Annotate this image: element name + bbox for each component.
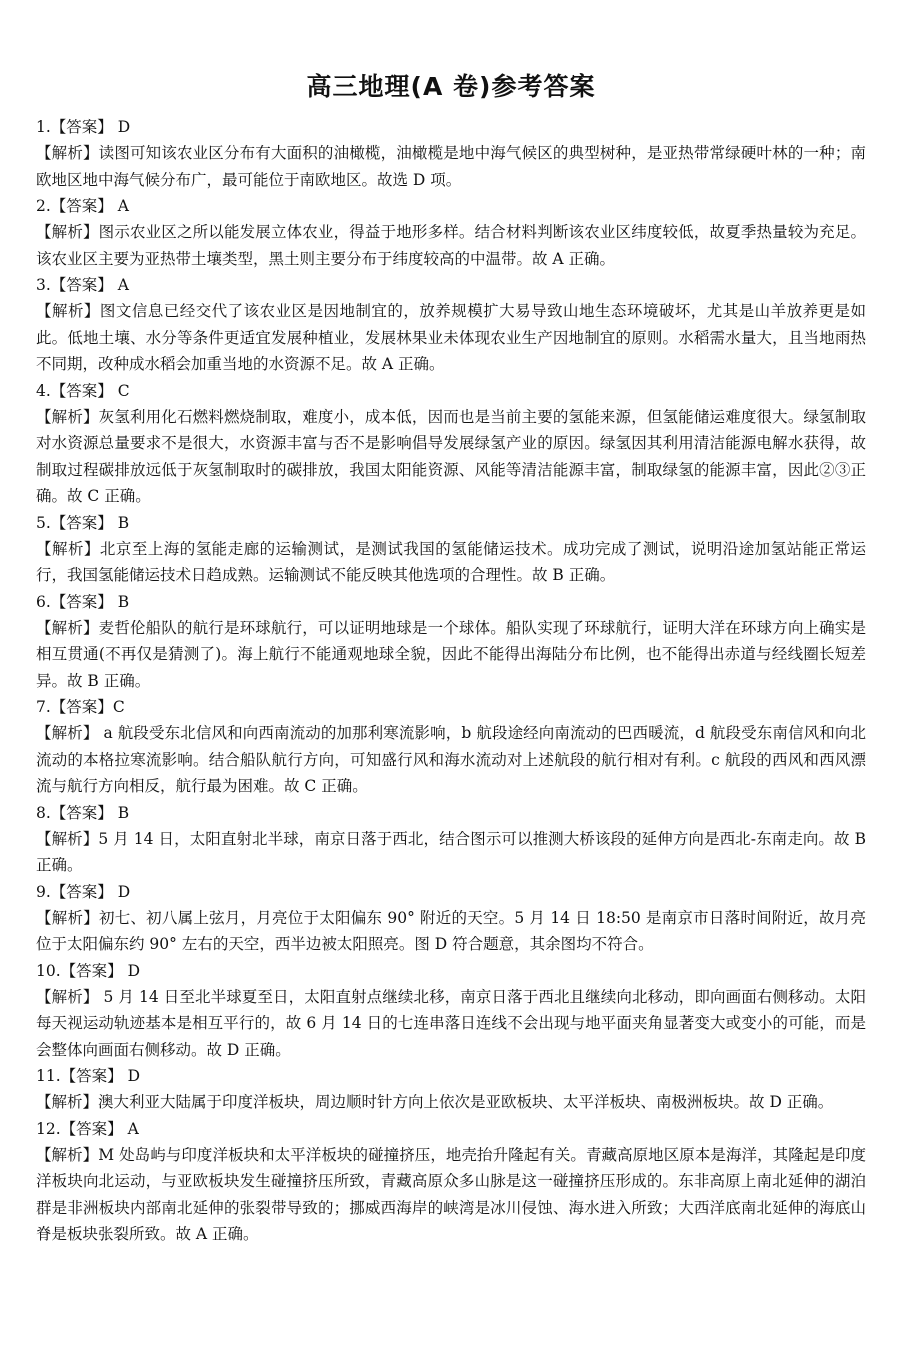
answer-value: D — [112, 118, 131, 136]
answer-label: 【答案】 — [50, 592, 113, 611]
answer-label: 【答案】 — [50, 803, 113, 822]
explanation — [36, 720, 866, 800]
explanation — [36, 140, 866, 193]
answer-value: D — [112, 882, 131, 901]
question-number: 11. — [36, 1067, 61, 1085]
question-item — [36, 510, 866, 589]
answer-label: 【答案】 — [50, 381, 113, 400]
answer-line — [36, 272, 866, 298]
question-number: 4. — [36, 381, 51, 400]
question-item — [36, 378, 866, 510]
answer-value: C — [112, 381, 130, 400]
question-number: 3. — [36, 276, 51, 294]
question-number: 9. — [36, 882, 51, 901]
question-number: 12. — [36, 1119, 61, 1138]
answer-line — [36, 800, 866, 826]
explanation-text: 灰氢利用化石燃料燃烧制取，难度小，成本低，因而也是当前主要的氢能来源，但氢能储运难度很大。绿氢制取对水资源总量要求不是很大，水资源丰富与否不是影响倡导发展绿氢产业的原因。绿氢因其利用清洁能源电解水获得，故制取过程碳排放远低于灰氢制取时的碳排放，我国太阳能资源、风能等清洁能源丰富，制取绿氢的能源丰富，因此②③正确。故 C 正确。 — [36, 407, 866, 505]
explanation — [36, 984, 866, 1064]
question-item — [36, 589, 866, 695]
answer-label: 【答案】 — [50, 882, 113, 901]
explanation-label: 【解析】 — [36, 144, 99, 162]
answer-label: 【答案】 — [50, 197, 113, 215]
question-item — [36, 193, 866, 272]
explanation-label: 【解析】 — [36, 302, 100, 320]
explanation-label: 【解析】 — [36, 618, 99, 637]
explanation-label: 【解析】 — [36, 539, 100, 558]
explanation — [36, 826, 866, 879]
answer-value: A — [122, 1119, 139, 1138]
explanation — [36, 615, 866, 695]
question-list — [36, 114, 866, 1248]
explanation-label: 【解析】 — [36, 987, 99, 1006]
explanation-text: a 航段受东北信风和向西南流动的加那利寒流影响，b 航段途经向南流动的巴西暖流，d 航段受东南信风和向北流动的本格拉寒流影响。结合船队航行方向，可知盛行风和海水流动对上述航段的航行相对有利。c 航段的西风和西风漂流与航行方向相反，航行最为困难。故 C 正确。 — [36, 724, 866, 795]
explanation-text: 麦哲伦船队的航行是环球航行，可以证明地球是一个球体。船队实现了环球航行，证明大洋在环球方向上确实是相互贯通(不再仅是猜测了)。海上航行不能通观地球全貌，因此不能得出海陆分布比例，也不能得出赤道与经线圈长短差异。故 B 正确。 — [36, 618, 866, 690]
explanation-text: 北京至上海的氢能走廊的运输测试，是测试我国的氢能储运技术。成功完成了测试，说明沿途加氢站能正常运行，我国氢能储运技术日趋成熟。运输测试不能反映其他选项的合理性。故 B 正确。 — [36, 539, 866, 584]
answer-label: 【答案】 — [60, 961, 123, 980]
explanation — [36, 536, 866, 589]
explanation — [36, 219, 866, 272]
answer-line — [36, 1063, 866, 1089]
explanation-text: 图文信息已经交代了该农业区是因地制宜的，放养规模扩大易导致山地生态环境破坏，尤其是山羊放养更是如此。低地土壤、水分等条件更适宜发展种植业，发展林果业未体现农业生产因地制宜的原则。水稻需水量大，且当地雨热不同期，改种成水稻会加重当地的水资源不足。故 A 正确。 — [36, 302, 866, 373]
answer-label: 【答案】 — [50, 698, 113, 716]
explanation-label: 【解析】 — [36, 829, 99, 848]
answer-value: D — [122, 1067, 141, 1085]
question-item — [36, 272, 866, 378]
answer-line — [36, 879, 866, 905]
answer-label: 【答案】 — [50, 513, 113, 532]
explanation — [36, 1142, 866, 1248]
explanation-text: 5 月 14 日，太阳直射北半球，南京日落于西北，结合图示可以推测大桥该段的延伸方向是西北-东南走向。故 B 正确。 — [36, 829, 866, 874]
answer-label: 【答案】 — [50, 276, 113, 294]
explanation-label: 【解析】 — [36, 1093, 99, 1111]
page-title: 高三地理(A 卷)参考答案 — [306, 72, 596, 101]
explanation-text: 初七、初八属上弦月，月亮位于太阳偏东 90° 附近的天空。5 月 14 日 18:50 是南京市日落时间附近，故月亮位于太阳偏东约 90° 左右的天空，西半边被太阳照亮。图 D 符合题意，其余图均不符合。 — [36, 908, 866, 953]
answer-value: A — [112, 276, 129, 294]
explanation-label: 【解析】 — [36, 1145, 99, 1164]
question-item — [36, 958, 866, 1064]
question-number: 5. — [36, 513, 51, 532]
explanation-label: 【解析】 — [36, 407, 99, 426]
answer-value: B — [112, 803, 130, 822]
question-number: 10. — [36, 961, 61, 980]
answer-value: B — [112, 592, 130, 611]
question-item — [36, 114, 866, 193]
question-number: 6. — [36, 592, 51, 611]
answer-line — [36, 114, 866, 140]
answer-line — [36, 1116, 866, 1142]
answer-line — [36, 378, 866, 404]
answer-line — [36, 510, 866, 536]
question-number: 7. — [36, 698, 51, 716]
explanation-label: 【解析】 — [36, 724, 99, 742]
question-item — [36, 694, 866, 800]
explanation-text: 读图可知该农业区分布有大面积的油橄榄，油橄榄是地中海气候区的典型树种，是亚热带常绿硬叶林的一种；南欧地区地中海气候分布广，最可能位于南欧地区。故选 D 项。 — [36, 144, 866, 189]
answer-value: A — [112, 197, 129, 215]
question-item — [36, 800, 866, 879]
question-number: 8. — [36, 803, 51, 822]
explanation-text: M 处岛屿与印度洋板块和太平洋板块的碰撞挤压，地壳抬升隆起有关。青藏高原地区原本是海洋，其隆起是印度洋板块向北运动，与亚欧板块发生碰撞挤压所致，青藏高原众多山脉是这一碰撞挤压形成的。东非高原上南北延伸的湖泊群是非洲板块内部南北延伸的张裂带导致的；挪威西海岸的峡湾是冰川侵蚀、海水进入所致；大西洋底南北延伸的海底山脊是板块张裂所致。故 A 正确。 — [36, 1145, 866, 1243]
answer-label: 【答案】 — [60, 1067, 123, 1085]
answer-line — [36, 694, 866, 720]
explanation — [36, 1089, 866, 1116]
explanation-label: 【解析】 — [36, 908, 99, 927]
answer-line — [36, 958, 866, 984]
explanation-text: 5 月 14 日至北半球夏至日，太阳直射点继续北移，南京日落于西北且继续向北移动，即向画面右侧移动。太阳每天视运动轨迹基本是相互平行的，故 6 月 14 日的七连串落日连线不会出现与地平面夹角显著变大或变小的可能，而是会整体向画面右侧移动。故 D 正确。 — [36, 987, 866, 1059]
question-item — [36, 1063, 866, 1116]
question-item — [36, 1116, 866, 1248]
explanation-label: 【解析】 — [36, 223, 99, 241]
explanation — [36, 905, 866, 958]
answer-line — [36, 193, 866, 219]
explanation-text: 澳大利亚大陆属于印度洋板块，周边顺时针方向上依次是亚欧板块、太平洋板块、南极洲板块。故 D 正确。 — [98, 1093, 834, 1111]
answer-value: B — [112, 513, 130, 532]
answer-label: 【答案】 — [60, 1119, 123, 1138]
explanation-text: 图示农业区之所以能发展立体农业，得益于地形多样。结合材料判断该农业区纬度较低，故夏季热量较为充足。该农业区主要为亚热带土壤类型，黑土则主要分布于纬度较高的中温带。故 A 正确。 — [36, 223, 866, 268]
question-item — [36, 879, 866, 958]
answer-value: C — [112, 698, 125, 716]
question-number: 2. — [36, 197, 51, 215]
explanation — [36, 298, 866, 378]
question-number: 1. — [36, 118, 51, 136]
answer-label: 【答案】 — [50, 118, 113, 136]
answer-value: D — [122, 961, 141, 980]
answer-line — [36, 589, 866, 615]
explanation — [36, 404, 866, 510]
